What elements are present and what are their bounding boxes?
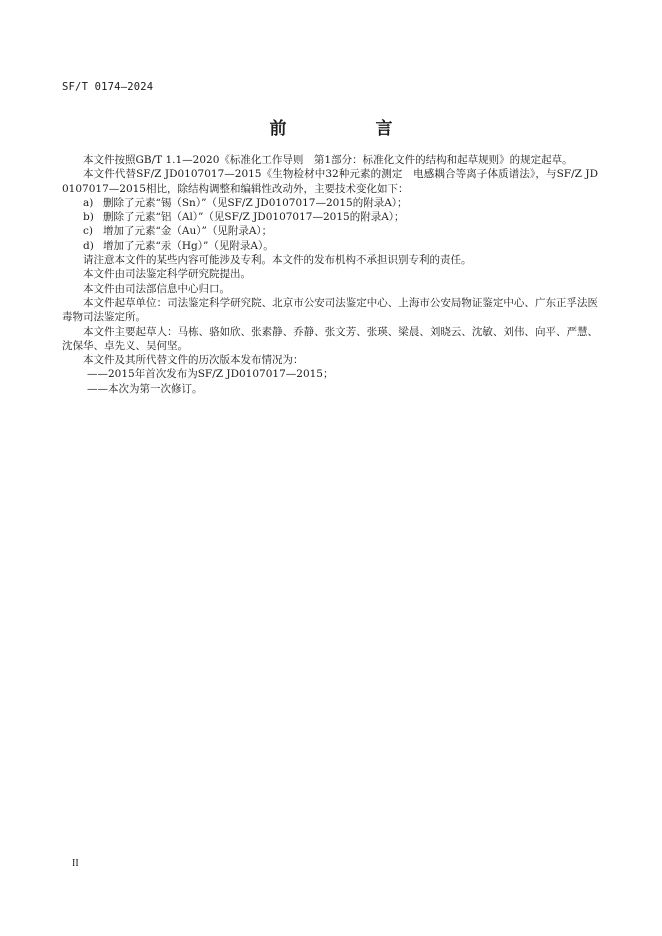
page-title: 前 言: [269, 119, 429, 139]
foreword-body: [62, 153, 598, 396]
list-item: [62, 224, 598, 238]
paragraph-drafters: 本文件主要起草人：马栋、骆如欣、张素静、乔静、张文芳、张瑛、梁晨、刘晓云、沈敏、刘伟、向平、严慧、沈保华、卓先义、吴何坚。: [62, 325, 598, 352]
paragraph-patent-notice: 请注意本文件的某些内容可能涉及专利。本文件的发布机构不承担识别专利的责任。: [83, 254, 472, 267]
page-number: II: [72, 858, 79, 869]
list-item-text: 增加了元素“汞（Hg）”（见附录A）。: [103, 239, 274, 252]
paragraph-drafting-rules: 本文件按照GB/T 1.1—2020《标准化工作导则 第1部分：标准化文件的结构和起草规则》的规定起草。: [83, 154, 573, 166]
list-item-label: b): [83, 211, 94, 224]
list-item-label: c): [83, 225, 93, 238]
paragraph-drafting-units: 本文件起草单位：司法鉴定科学研究院、北京市公安司法鉴定中心、上海市公安局物证鉴定中心、广东正孚法医毒物司法鉴定所。: [62, 296, 598, 324]
paragraph-proposer: 本文件由司法鉴定科学研究院提出。: [83, 268, 251, 281]
list-item: [62, 210, 598, 224]
list-item: [62, 196, 598, 210]
list-item-text: 删除了元素“铝（Al）”（见SF/Z JD0107017—2015的附录A）；: [103, 211, 405, 224]
history-item: ——本次为第一次修订。: [87, 382, 203, 395]
document-code: SF/T 0174—2024: [62, 81, 154, 93]
list-item: [62, 239, 598, 253]
list-item-label: d): [83, 239, 94, 252]
list-item-text: 删除了元素“锡（Sn）”（见SF/Z JD0107017—2015的附录A）；: [103, 196, 408, 209]
history-item: ——2015年首次发布为SF/Z JD0107017—2015；: [87, 368, 334, 381]
paragraph-history-intro: 本文件及其所代替文件的历次版本发布情况为：: [83, 354, 304, 367]
list-item-label: a): [83, 196, 94, 209]
paragraph-replacement: 本文件代替SF/Z JD0107017—2015《生物检材中32种元素的测定 电感耦合等离子体质谱法》，与SF/Z JD0107017—2015相比，除结构调整和编辑性改动外，主要技术变化如下：: [62, 168, 598, 195]
list-item-text: 增加了元素“金（Au）”（见附录A）；: [103, 225, 273, 238]
paragraph-centralized-by: 本文件由司法部信息中心归口。: [83, 282, 230, 295]
